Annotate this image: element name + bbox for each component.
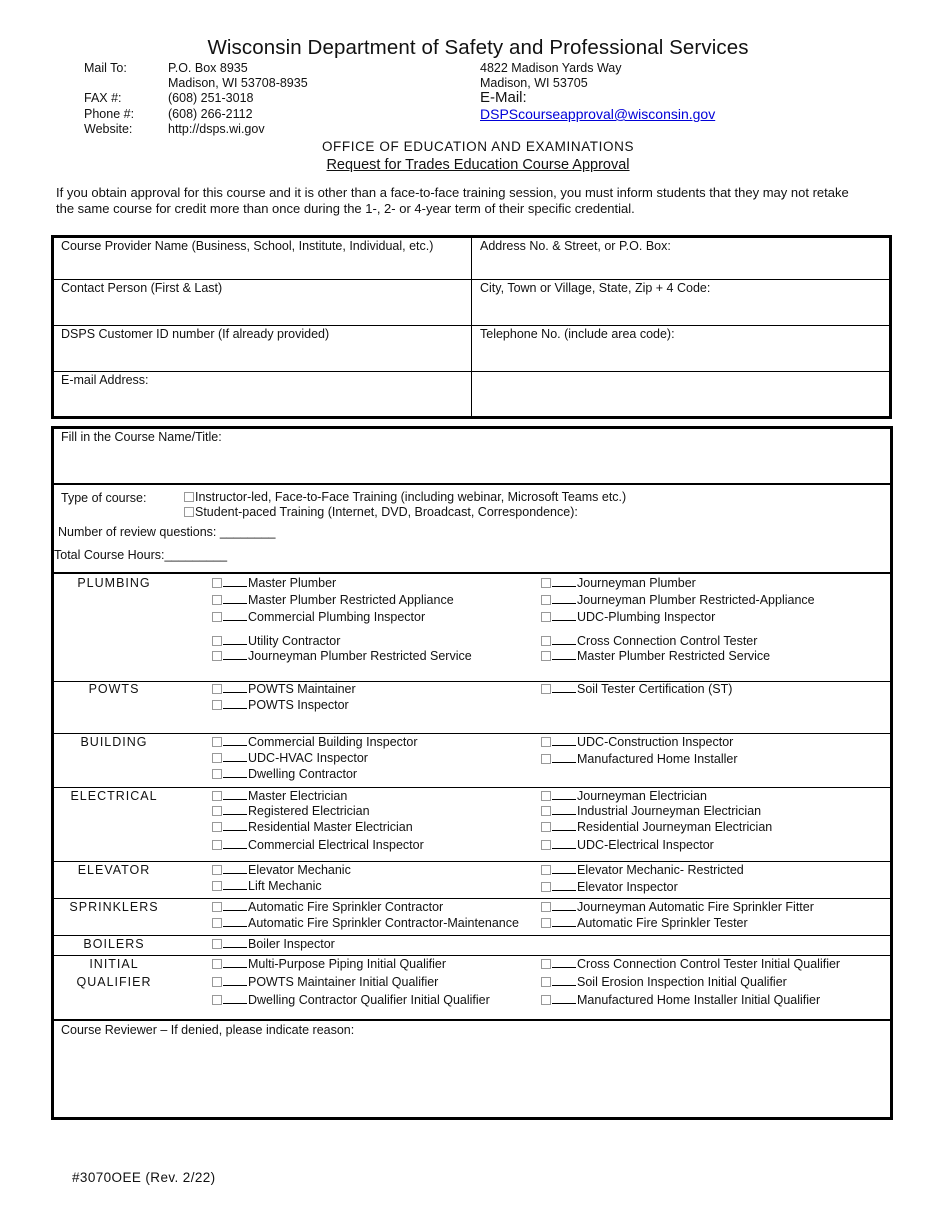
option-label: Instructor-led, Face-to-Face Training (including webinar, Microsoft Teams etc.) [195,490,627,504]
cert-label: Lift Mechanic [248,879,322,893]
cert-label: UDC-HVAC Inspector [248,751,368,765]
cert-checkbox-item[interactable] [541,975,787,990]
cert-checkbox-item[interactable] [541,610,715,625]
cert-label: Registered Electrician [248,804,370,818]
checkbox[interactable] [212,578,222,588]
cert-checkbox-item[interactable] [212,735,418,750]
section-building: BUILDING [80,735,148,749]
cert-label: UDC-Electrical Inspector [577,838,714,852]
cert-label: Industrial Journeyman Electrician [577,804,762,818]
cert-label: UDC-Construction Inspector [577,735,734,749]
course-name-field[interactable]: Fill in the Course Name/Title: [61,430,222,444]
cert-label: Journeyman Plumber Restricted Service [248,649,472,663]
mail-to-label: Mail To: [84,61,127,75]
cert-label: Cross Connection Control Tester [577,634,758,648]
checkbox[interactable] [541,595,551,605]
cert-label: POWTS Maintainer Initial Qualifier [248,975,439,989]
cert-checkbox-item[interactable] [212,789,347,804]
cert-label: Soil Erosion Inspection Initial Qualifier [577,975,787,989]
website-label: Website: [84,122,133,136]
section-elevator: ELEVATOR [77,863,151,877]
checkbox[interactable] [212,865,222,875]
email-link[interactable]: DSPScourseapproval@wisconsin.gov [480,106,716,122]
cert-label: Manufactured Home Installer [577,752,738,766]
checkbox[interactable] [541,684,551,694]
checkbox[interactable] [541,754,551,764]
cert-checkbox-item[interactable] [541,916,748,931]
cert-label: Dwelling Contractor [248,767,358,781]
office-heading: OFFICE OF EDUCATION AND EXAMINATIONS [321,139,635,154]
section-powts: POWTS [88,682,140,696]
cert-checkbox-item[interactable] [541,735,733,750]
cert-checkbox-item[interactable] [212,682,356,697]
checkbox[interactable] [212,791,222,801]
option-label: Student-paced Training (Internet, DVD, Broadcast, Correspondence): [195,505,578,519]
phone-label: Phone #: [84,107,135,121]
cert-checkbox-item[interactable] [541,576,696,591]
cert-checkbox-item[interactable] [212,649,472,664]
street-line2: Madison, WI 53705 [480,76,588,90]
contact-person-field[interactable]: Contact Person (First & Last) [61,281,223,295]
cert-checkbox-item[interactable] [212,863,351,878]
checkbox[interactable] [212,959,222,969]
cert-label: Cross Connection Control Tester Initial Qualifier [577,957,841,971]
cert-checkbox-item[interactable] [212,993,490,1008]
section-electrical: ELECTRICAL [70,789,158,803]
cert-checkbox-item[interactable] [212,634,340,649]
cert-checkbox-item[interactable] [212,751,368,766]
cert-label: Elevator Mechanic- Restricted [577,863,744,877]
checkbox[interactable] [212,700,222,710]
checkbox[interactable] [541,806,551,816]
checkbox[interactable] [212,806,222,816]
cert-checkbox-item[interactable] [212,767,357,782]
checkbox[interactable] [541,791,551,801]
checkbox[interactable] [541,977,551,987]
phone-value: (608) 266-2112 [168,107,253,121]
checkbox[interactable] [212,822,222,832]
cert-label: Journeyman Automatic Fire Sprinkler Fitter [577,900,814,914]
email-label: E-Mail: [480,89,527,106]
cert-label: Master Electrician [248,789,348,803]
course-type-instructor-led[interactable] [184,490,626,505]
cert-checkbox-item[interactable] [212,576,336,591]
checkbox[interactable] [212,840,222,850]
checkbox[interactable] [184,492,194,502]
cert-checkbox-item[interactable] [212,610,425,625]
cert-label: Master Plumber Restricted Service [577,649,771,663]
checkbox[interactable] [212,753,222,763]
cert-checkbox-item[interactable] [212,900,443,915]
telephone-field[interactable]: Telephone No. (include area code): [480,327,675,341]
cert-label: Journeyman Plumber [577,576,696,590]
section-initial-qualifier-line2: QUALIFIER [76,975,152,989]
customer-id-field[interactable]: DSPS Customer ID number (If already provided) [61,327,330,341]
reviewer-comments-field[interactable]: Course Reviewer – If denied, please indicate reason: [61,1023,355,1037]
cert-label: Soil Tester Certification (ST) [577,682,733,696]
checkbox[interactable] [541,840,551,850]
checkbox[interactable] [541,882,551,892]
cert-label: Dwelling Contractor Qualifier Initial Qualifier [248,993,490,1007]
section-sprinklers: SPRINKLERS [69,900,159,914]
notice-text: If you obtain approval for this course and it is other than a face-to-face training session, you must inform students that they may not retake the same course for credit more than once during the 1-, 2- or 4-year term of their specific credential. [56,185,849,216]
cert-label: Elevator Inspector [577,880,678,894]
checkbox[interactable] [541,612,551,622]
cert-label: Automatic Fire Sprinkler Contractor [248,900,444,914]
mail-to-line1: P.O. Box 8935 [168,61,248,75]
section-plumbing: PLUMBING [77,576,151,590]
checkbox[interactable] [541,578,551,588]
total-hours-field[interactable]: Total Course Hours:_________ [54,548,228,562]
cert-checkbox-item[interactable] [541,863,744,878]
street-line1: 4822 Madison Yards Way [480,61,622,75]
page-title: Wisconsin Department of Safety and Professional Services [207,36,749,59]
cert-label: Commercial Plumbing Inspector [248,610,426,624]
cert-label: Elevator Mechanic [248,863,351,877]
section-initial-qualifier: INITIAL [89,957,139,971]
checkbox[interactable] [212,651,222,661]
checkbox[interactable] [212,737,222,747]
website-value[interactable]: http://dsps.wi.gov [168,122,265,136]
checkbox[interactable] [212,612,222,622]
checkbox[interactable] [212,977,222,987]
checkbox[interactable] [212,939,222,949]
checkbox[interactable] [212,684,222,694]
checkbox[interactable] [212,902,222,912]
cert-label: Master Plumber [248,576,337,590]
cert-checkbox-item[interactable] [541,880,678,895]
checkbox[interactable] [541,636,551,646]
address-field[interactable]: Address No. & Street, or P.O. Box: [480,239,671,253]
checkbox[interactable] [212,881,222,891]
cert-label: Utility Contractor [248,634,341,648]
review-questions-field[interactable]: Number of review questions: ________ [58,525,276,539]
cert-checkbox-item[interactable] [212,937,335,952]
cert-label: Residential Master Electrician [248,820,413,834]
checkbox[interactable] [541,995,551,1005]
cert-label: Manufactured Home Installer Initial Qualifier [577,993,821,1007]
cert-label: Commercial Building Inspector [248,735,418,749]
cert-label: Multi-Purpose Piping Initial Qualifier [248,957,447,971]
form-subtitle: Request for Trades Education Course Approval [326,157,630,173]
checkbox[interactable] [541,902,551,912]
cert-label: Residential Journeyman Electrician [577,820,773,834]
cert-checkbox-item[interactable] [541,820,772,835]
section-boilers: BOILERS [83,937,145,951]
city-state-zip-field[interactable]: City, Town or Village, State, Zip + 4 Code: [480,281,711,295]
cert-label: Journeyman Electrician [577,789,707,803]
cert-checkbox-item[interactable] [541,900,814,915]
cert-label: Boiler Inspector [248,937,335,951]
cert-checkbox-item[interactable] [541,804,761,819]
cert-checkbox-item[interactable] [541,593,815,608]
cert-checkbox-item[interactable] [541,957,840,972]
cert-checkbox-item[interactable] [541,649,770,664]
checkbox[interactable] [541,737,551,747]
cert-label: POWTS Maintainer [248,682,356,696]
checkbox[interactable] [184,507,194,517]
checkbox[interactable] [212,595,222,605]
cert-checkbox-item[interactable] [541,634,757,649]
checkbox[interactable] [541,865,551,875]
cert-checkbox-item[interactable] [541,993,820,1008]
cert-checkbox-item[interactable] [212,879,322,894]
cert-checkbox-item[interactable] [212,975,438,990]
provider-name-field[interactable]: Course Provider Name (Business, School, Institute, Individual, etc.) [61,239,434,253]
cert-label: Journeyman Plumber Restricted-Appliance [577,593,815,607]
checkbox[interactable] [212,918,222,928]
cert-label: UDC-Plumbing Inspector [577,610,716,624]
checkbox[interactable] [212,995,222,1005]
cert-checkbox-item[interactable] [212,698,349,713]
cert-label: Master Plumber Restricted Appliance [248,593,454,607]
checkbox[interactable] [212,769,222,779]
mail-to-line2: Madison, WI 53708-8935 [168,76,308,90]
email-address-field[interactable]: E-mail Address: [61,373,149,387]
cert-checkbox-item[interactable] [212,820,413,835]
cert-checkbox-item[interactable] [541,838,714,853]
cert-label: Automatic Fire Sprinkler Tester [577,916,748,930]
cert-checkbox-item[interactable] [541,789,707,804]
checkbox[interactable] [212,636,222,646]
cert-checkbox-item[interactable] [212,957,446,972]
cert-label: Commercial Electrical Inspector [248,838,424,852]
checkbox[interactable] [541,959,551,969]
form-number: #3070OEE (Rev. 2/22) [72,1170,216,1185]
course-type-student-paced[interactable] [184,505,578,520]
cert-checkbox-item[interactable] [212,593,454,608]
cert-label: POWTS Inspector [248,698,349,712]
cert-checkbox-item[interactable] [212,804,370,819]
fax-label: FAX #: [84,91,122,105]
checkbox[interactable] [541,651,551,661]
checkbox[interactable] [541,822,551,832]
course-type-label: Type of course: [61,491,147,505]
cert-label: Automatic Fire Sprinkler Contractor-Maintenance [248,916,519,930]
checkbox[interactable] [541,918,551,928]
cert-checkbox-item[interactable] [541,682,732,697]
cert-checkbox-item[interactable] [541,752,738,767]
cert-checkbox-item[interactable] [212,916,519,931]
fax-value: (608) 251-3018 [168,91,254,105]
cert-checkbox-item[interactable] [212,838,424,853]
